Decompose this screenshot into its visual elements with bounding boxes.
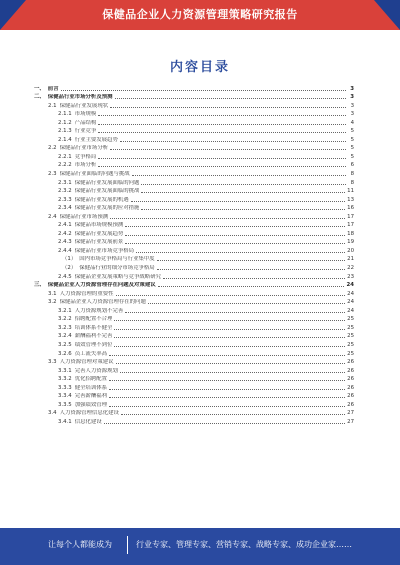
table-of-contents — [34, 84, 354, 426]
toc-entry[interactable] — [34, 400, 354, 409]
toc-leader-dots — [110, 107, 346, 108]
toc-entry-number: 2.1.3 — [58, 128, 72, 135]
toc-entry-page: 26 — [347, 384, 354, 391]
toc-entry-number: 2.3.4 — [58, 205, 72, 212]
toc-leader-dots — [109, 406, 345, 407]
toc-leader-dots — [148, 303, 345, 304]
footer-divider — [127, 536, 128, 554]
toc-entry[interactable] — [34, 392, 354, 401]
toc-entry-label: 健全培训体系 — [74, 384, 108, 391]
toc-entry-page: 26 — [347, 367, 354, 374]
toc-title: 内容目录 — [169, 60, 230, 75]
toc-entry[interactable] — [34, 340, 354, 349]
toc-entry[interactable] — [34, 289, 354, 298]
toc-entry-label: 信息化建设 — [74, 418, 102, 425]
toc-entry-label: 保健品市场规模预测 — [74, 222, 124, 229]
toc-entry[interactable] — [34, 152, 354, 161]
toc-leader-dots — [116, 295, 346, 296]
toc-entry-page: 25 — [347, 316, 354, 323]
toc-leader-dots — [141, 192, 345, 193]
toc-entry[interactable] — [34, 246, 354, 255]
toc-entry[interactable] — [34, 281, 354, 290]
toc-entry-page: 4 — [350, 119, 354, 126]
toc-entry-label: 保健品行业市场预测 — [59, 213, 109, 220]
toc-leader-dots — [115, 98, 347, 99]
toc-entry-number: 3.1 — [48, 290, 57, 297]
toc-entry-label: 保健品行业发展前景 — [74, 239, 124, 246]
footer-tagline: 行业专家、管理专家、营销专家、战略专家、成功企业家…… — [136, 540, 352, 549]
toc-entry-page: 5 — [350, 136, 354, 143]
toc-entry-label: 行业竞争 — [74, 128, 97, 135]
toc-entry-page: 26 — [347, 393, 354, 400]
toc-leader-dots — [98, 166, 346, 167]
toc-entry[interactable] — [34, 144, 354, 153]
toc-entry[interactable] — [34, 169, 354, 178]
toc-entry[interactable] — [34, 417, 354, 426]
toc-entry-page: 27 — [347, 410, 354, 417]
toc-leader-dots — [141, 209, 345, 210]
toc-entry-number: 3.3.5 — [58, 401, 72, 408]
toc-entry-label: 市场规模 — [74, 111, 97, 118]
toc-entry-page: 25 — [347, 324, 354, 331]
toc-leader-dots — [125, 235, 345, 236]
toc-leader-dots — [125, 226, 345, 227]
toc-entry-number: 3.4 — [48, 410, 57, 417]
toc-leader-dots — [110, 149, 346, 150]
toc-entry-label: 完善人力资源规划 — [74, 367, 118, 374]
toc-entry-label: 保健品行业发展的机遇 — [74, 196, 129, 203]
toc-entry[interactable] — [34, 263, 354, 272]
toc-entry-label: 保健品行业发展面临的挑战 — [74, 188, 140, 195]
toc-leader-dots — [114, 346, 345, 347]
toc-entry-page: 25 — [347, 350, 354, 357]
toc-entry-page: 26 — [347, 401, 354, 408]
toc-entry-page: 17 — [347, 222, 354, 229]
toc-entry-label: 绩效管理不到位 — [74, 341, 113, 348]
toc-entry[interactable] — [34, 93, 354, 102]
toc-leader-dots — [125, 312, 345, 313]
toc-entry-number: 一、 — [34, 85, 45, 92]
toc-entry-number: 3.2.5 — [58, 341, 72, 348]
toc-entry-number: 2.4.1 — [58, 222, 72, 229]
toc-entry-number: 2.3 — [48, 171, 57, 178]
toc-entry-number: 2.2.2 — [58, 162, 72, 169]
toc-entry[interactable] — [34, 375, 354, 384]
toc-entry-page: 5 — [350, 128, 354, 135]
toc-entry-page: 26 — [347, 359, 354, 366]
toc-entry-page: 20 — [347, 247, 354, 254]
toc-leader-dots — [132, 175, 346, 176]
toc-entry-label: 保健品行业市场竞争格局 — [74, 247, 135, 254]
toc-leader-dots — [109, 355, 345, 356]
toc-entry-page: 8 — [350, 171, 354, 178]
toc-entry[interactable] — [34, 84, 354, 93]
toc-entry-label: 市场分析 — [74, 162, 97, 169]
toc-entry[interactable] — [34, 306, 354, 315]
toc-entry-page: 26 — [347, 376, 354, 383]
toc-entry-page: 5 — [350, 145, 354, 152]
report-title: 保健品企业人力资源管理策略研究报告 — [102, 8, 298, 21]
toc-entry-number: 2.3.1 — [58, 179, 72, 186]
toc-entry-label: 招聘配置不合理 — [74, 316, 113, 323]
toc-entry-number: 2.1.1 — [58, 111, 72, 118]
toc-leader-dots — [109, 380, 345, 381]
toc-leader-dots — [98, 124, 346, 125]
toc-entry-number: （2） — [62, 265, 77, 272]
toc-entry[interactable] — [34, 229, 354, 238]
toc-entry-number: 2.1 — [48, 102, 57, 109]
toc-entry[interactable] — [34, 255, 354, 264]
toc-leader-dots — [98, 132, 346, 133]
toc-leader-dots — [120, 141, 346, 142]
toc-entry-label: 保健品行业发展现状 — [59, 102, 109, 109]
toc-entry[interactable] — [34, 332, 354, 341]
toc-entry-number: 2.3.2 — [58, 188, 72, 195]
toc-entry-page: 16 — [347, 205, 354, 212]
toc-leader-dots — [163, 278, 345, 279]
toc-entry-page: 22 — [347, 265, 354, 272]
toc-entry[interactable] — [34, 178, 354, 187]
toc-entry-number: 2.3.3 — [58, 196, 72, 203]
toc-entry-label: 薪酬福利不完善 — [74, 333, 113, 340]
toc-entry-page: 3 — [350, 94, 354, 101]
toc-entry-page: 23 — [347, 273, 354, 280]
toc-entry-label: 保健品行业发展的应对措施 — [74, 205, 140, 212]
toc-entry-page: 11 — [347, 188, 354, 195]
toc-leader-dots — [157, 269, 345, 270]
toc-entry-number: 2.4.2 — [58, 230, 72, 237]
toc-entry-number: 二、 — [34, 94, 45, 101]
toc-entry-label: 人力资源规划不完善 — [74, 307, 124, 314]
toc-entry-label: 保健品行业发展面临的问题 — [74, 179, 140, 186]
toc-entry-page: 18 — [347, 230, 354, 237]
toc-entry[interactable] — [34, 101, 354, 110]
toc-entry-page: 24 — [347, 307, 354, 314]
toc-entry-number: 三、 — [34, 282, 45, 289]
toc-entry-number: 2.4.3 — [58, 239, 72, 246]
toc-leader-dots — [61, 90, 346, 91]
toc-leader-dots — [110, 218, 345, 219]
toc-entry-page: 24 — [346, 282, 354, 289]
toc-leader-dots — [109, 397, 345, 398]
toc-entry-number: 3.3.4 — [58, 393, 72, 400]
toc-entry-number: 3.3 — [48, 359, 57, 366]
toc-entry-label: 保健品行业的细分市场竞争格局 — [79, 265, 155, 272]
footer-slogan: 让每个人都能成为 — [48, 540, 112, 549]
toc-entry-label: 人力资源管理对策建议 — [59, 359, 114, 366]
toc-entry-page: 19 — [347, 239, 354, 246]
toc-leader-dots — [98, 158, 346, 159]
toc-entry[interactable] — [34, 323, 354, 332]
toc-entry-number: 2.4 — [48, 213, 57, 220]
toc-entry-page: 6 — [350, 162, 354, 169]
toc-entry[interactable] — [34, 366, 354, 375]
toc-entry-page: 25 — [347, 341, 354, 348]
toc-leader-dots — [114, 337, 345, 338]
toc-entry-number: 2.1.2 — [58, 119, 72, 126]
toc-entry-label: 加强绩效管理 — [74, 401, 108, 408]
toc-entry-label: 优化招聘配置 — [74, 376, 108, 383]
toc-entry-number: （1） — [62, 256, 77, 263]
toc-entry-page: 17 — [347, 213, 354, 220]
toc-entry[interactable] — [34, 195, 354, 204]
toc-entry-label: 保健品企业人力资源管理存在问题及对策建议 — [47, 282, 156, 289]
toc-entry-label: 保健品企业发展策略与竞争战略研究 — [74, 273, 161, 280]
toc-entry[interactable] — [34, 212, 354, 221]
toc-entry[interactable] — [34, 358, 354, 367]
toc-leader-dots — [114, 320, 345, 321]
toc-entry-page: 5 — [350, 153, 354, 160]
toc-entry[interactable] — [34, 383, 354, 392]
toc-entry[interactable] — [34, 118, 354, 127]
toc-entry-label: 保健品行业市场分析及预测 — [47, 94, 113, 101]
toc-entry-label: 人力资源管理的重要性 — [59, 290, 114, 297]
toc-leader-dots — [116, 363, 346, 364]
toc-entry-label: 培训体系不健全 — [74, 324, 113, 331]
toc-entry-page: 8 — [350, 179, 354, 186]
toc-entry-label: 保健品行业面临的问题与挑战 — [59, 171, 130, 178]
toc-entry-page: 13 — [347, 196, 354, 203]
toc-entry[interactable] — [34, 238, 354, 247]
toc-entry[interactable] — [34, 315, 354, 324]
toc-entry-number: 2.1.4 — [58, 136, 72, 143]
toc-entry-label: 员工流失率高 — [74, 350, 108, 357]
toc-entry-label: 前言 — [47, 85, 59, 92]
toc-leader-dots — [109, 389, 345, 390]
toc-entry-number: 3.4.1 — [58, 418, 72, 425]
toc-entry[interactable] — [34, 349, 354, 358]
toc-entry-number: 3.3.2 — [58, 376, 72, 383]
toc-leader-dots — [121, 414, 345, 415]
toc-entry[interactable] — [34, 221, 354, 230]
toc-entry-number: 3.2.4 — [58, 333, 72, 340]
toc-entry-page: 24 — [347, 299, 354, 306]
toc-entry-number: 3.2 — [48, 299, 57, 306]
toc-entry-label: 产品结构 — [74, 119, 97, 126]
toc-leader-dots — [125, 243, 345, 244]
toc-entry-page: 24 — [347, 290, 354, 297]
toc-entry-page: 3 — [350, 85, 354, 92]
toc-entry-number: 3.3.3 — [58, 384, 72, 391]
toc-entry[interactable] — [34, 110, 354, 119]
toc-entry-label: 保健品行业市场分析 — [59, 145, 109, 152]
toc-entry[interactable] — [34, 409, 354, 418]
toc-leader-dots — [104, 423, 345, 424]
toc-entry-number: 3.2.1 — [58, 307, 72, 314]
toc-leader-dots — [114, 329, 345, 330]
toc-entry-page: 3 — [350, 102, 354, 109]
toc-entry[interactable] — [34, 298, 354, 307]
toc-entry[interactable] — [34, 187, 354, 196]
toc-entry-page: 21 — [347, 256, 354, 263]
toc-leader-dots — [136, 252, 345, 253]
toc-entry-label: 保健品行业发展趋势 — [74, 230, 124, 237]
toc-entry-label: 保健品企业人力资源管理存在的问题 — [59, 299, 146, 306]
toc-leader-dots — [141, 184, 346, 185]
toc-entry-number: 3.2.3 — [58, 324, 72, 331]
toc-entry-page: 27 — [347, 418, 354, 425]
toc-entry-label: 完善薪酬福利 — [74, 393, 108, 400]
toc-entry-number: 3.2.2 — [58, 316, 72, 323]
toc-entry-page: 25 — [347, 333, 354, 340]
toc-entry-number: 3.3.1 — [58, 367, 72, 374]
toc-leader-dots — [131, 201, 346, 202]
toc-entry[interactable] — [34, 135, 354, 144]
toc-leader-dots — [158, 286, 345, 287]
toc-entry[interactable] — [34, 204, 354, 213]
toc-entry[interactable] — [34, 272, 354, 281]
toc-entry-label: 人力资源管理信息化建设 — [59, 410, 119, 417]
toc-entry[interactable] — [34, 127, 354, 136]
toc-entry-number: 2.4.4 — [58, 247, 72, 254]
toc-entry-number: 2.4.5 — [58, 273, 72, 280]
toc-entry-page: 3 — [350, 111, 354, 118]
toc-entry-label: 竞争格局 — [74, 153, 97, 160]
toc-leader-dots — [98, 115, 346, 116]
toc-entry-label: 行业主要发展趋势 — [74, 136, 118, 143]
toc-leader-dots — [157, 260, 345, 261]
toc-leader-dots — [120, 372, 345, 373]
toc-entry-label: 国内市场竞争格局与行业集中度 — [79, 256, 155, 263]
toc-entry-number: 2.2.1 — [58, 153, 72, 160]
toc-entry-number: 2.2 — [48, 145, 57, 152]
toc-entry-number: 3.2.6 — [58, 350, 72, 357]
toc-entry[interactable] — [34, 161, 354, 170]
